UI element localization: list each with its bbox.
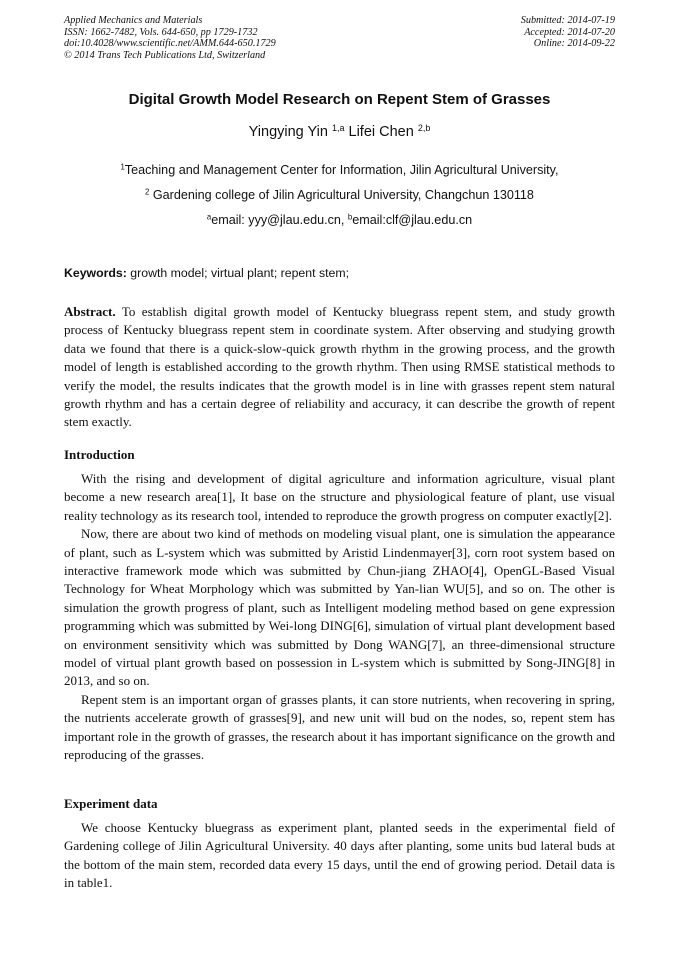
email-a: email: yyy@jlau.edu.cn, [211, 213, 345, 227]
publication-dates [521, 15, 615, 50]
journal-info [64, 15, 276, 61]
keywords-label: Keywords: [64, 266, 127, 280]
affiliation-2 [64, 188, 615, 202]
experiment-paragraph: We choose Kentucky bluegrass as experiment plant, planted seeds in the experimental field of Gardening college of Jilin Agricultural University. 40 days after planting, some units bud lateral buds at the bottom of the main stem, recorded data every 15 days, until the end of growing period. Detail data is in table1. [64, 820, 615, 891]
affiliation-2-text: Gardening college of Jilin Agricultural University, Changchun 130118 [152, 188, 534, 202]
affiliation-1-mark: 1 [120, 162, 125, 172]
journal-copyright: © 2014 Trans Tech Publications Ltd, Switzerland [64, 49, 266, 61]
author-line [64, 124, 615, 140]
email-b-mark: b [347, 212, 353, 222]
introduction-paragraph: Now, there are about two kind of methods on modeling visual plant, one is simulation the appearance of plant, such as L-system which was submitted by Aristid Lindenmayer[3], corn root system based on interactive framework mode which was submitted by Chun-jiang ZHAO[4], OpenGL-Based Visual Technology for Wheat Morphology which was submitted by Yan-lian WU[5], and so on. The other is simulation the growth progress of plant, such as Intelligent modeling method based on gene expression programming which was submitted by Wei-long DING[6], simulation of virtual plant development based on environment sensitivity which was submitted by Dong WANG[7], an three-dimensional structure model of virtual plant growth based on possession in L-system which is submitted by Song-JING[8] in 2013, and so on. [64, 526, 615, 689]
affiliation-1-text: Teaching and Management Center for Information, Jilin Agricultural University, [124, 163, 559, 177]
submitted-date: Submitted: 2014-07-19 [520, 15, 615, 26]
abstract [64, 303, 615, 432]
abstract-text: To establish digital growth model of Kentucky bluegrass repent stem, and study growth process of Kentucky bluegrass repent stem in coordinate system. After observing and studying growth data we found that there is a quick-slow-quick growth rhythm in the growing process, and the growth model of length is established according to the growth rhythm. Then using RMSE statistical methods to verify the model, the results indicates that the growth model is in line with grasses repent stem natural growth rhythm and has a certain degree of reliability and accuracy, it can describe the growth of repent stem exactly. [64, 304, 616, 430]
experiment-heading: Experiment data [64, 796, 158, 811]
experiment-body [64, 819, 615, 893]
introduction-paragraph: Repent stem is an important organ of grasses plants, it can store nutrients, when recovering in spring, the nutrients accelerate growth of grasses[9], and new unit will bud on the nodes, so, repent stem has important role in the growth of grasses, the research about it has important significance on the growth and reproducing of the grasses. [64, 691, 615, 763]
accepted-date: Accepted: 2014-07-20 [524, 26, 615, 38]
email-a-mark: a [206, 212, 212, 222]
journal-issn: ISSN: 1662-7482, Vols. 644-650, pp 1729-1732 [64, 26, 258, 38]
email-b: email:clf@jlau.edu.cn [352, 213, 473, 227]
author-1-affiliation-mark: 1,a [331, 123, 345, 134]
keywords-text: growth model; virtual plant; repent stem; [130, 266, 350, 280]
author-2-name: Lifei Chen [348, 124, 414, 140]
keywords [64, 266, 615, 280]
introduction-heading: Introduction [64, 447, 135, 462]
author-1-name: Yingying Yin [248, 124, 328, 140]
introduction-body [64, 470, 615, 765]
paper-title: Digital Growth Model Research on Repent Stem of Grasses [128, 91, 551, 108]
journal-doi: doi:10.4028/www.scientific.net/AMM.644-650.1729 [64, 38, 276, 50]
author-2-affiliation-mark: 2,b [417, 123, 431, 134]
author-emails [64, 213, 615, 227]
affiliation-2-mark: 2 [145, 187, 150, 197]
affiliation-1 [64, 163, 615, 177]
online-date: Online: 2014-09-22 [533, 38, 615, 50]
journal-name: Applied Mechanics and Materials [64, 15, 203, 26]
abstract-label: Abstract. [64, 304, 116, 319]
introduction-paragraph: With the rising and development of digital agriculture and information agriculture, visual plant become a new research area[1], It base on the structure and physiological feature of plant, use visual reality technology as its research tool, intended to reproduce the growth progress on computer exactly[2]. [64, 471, 615, 523]
